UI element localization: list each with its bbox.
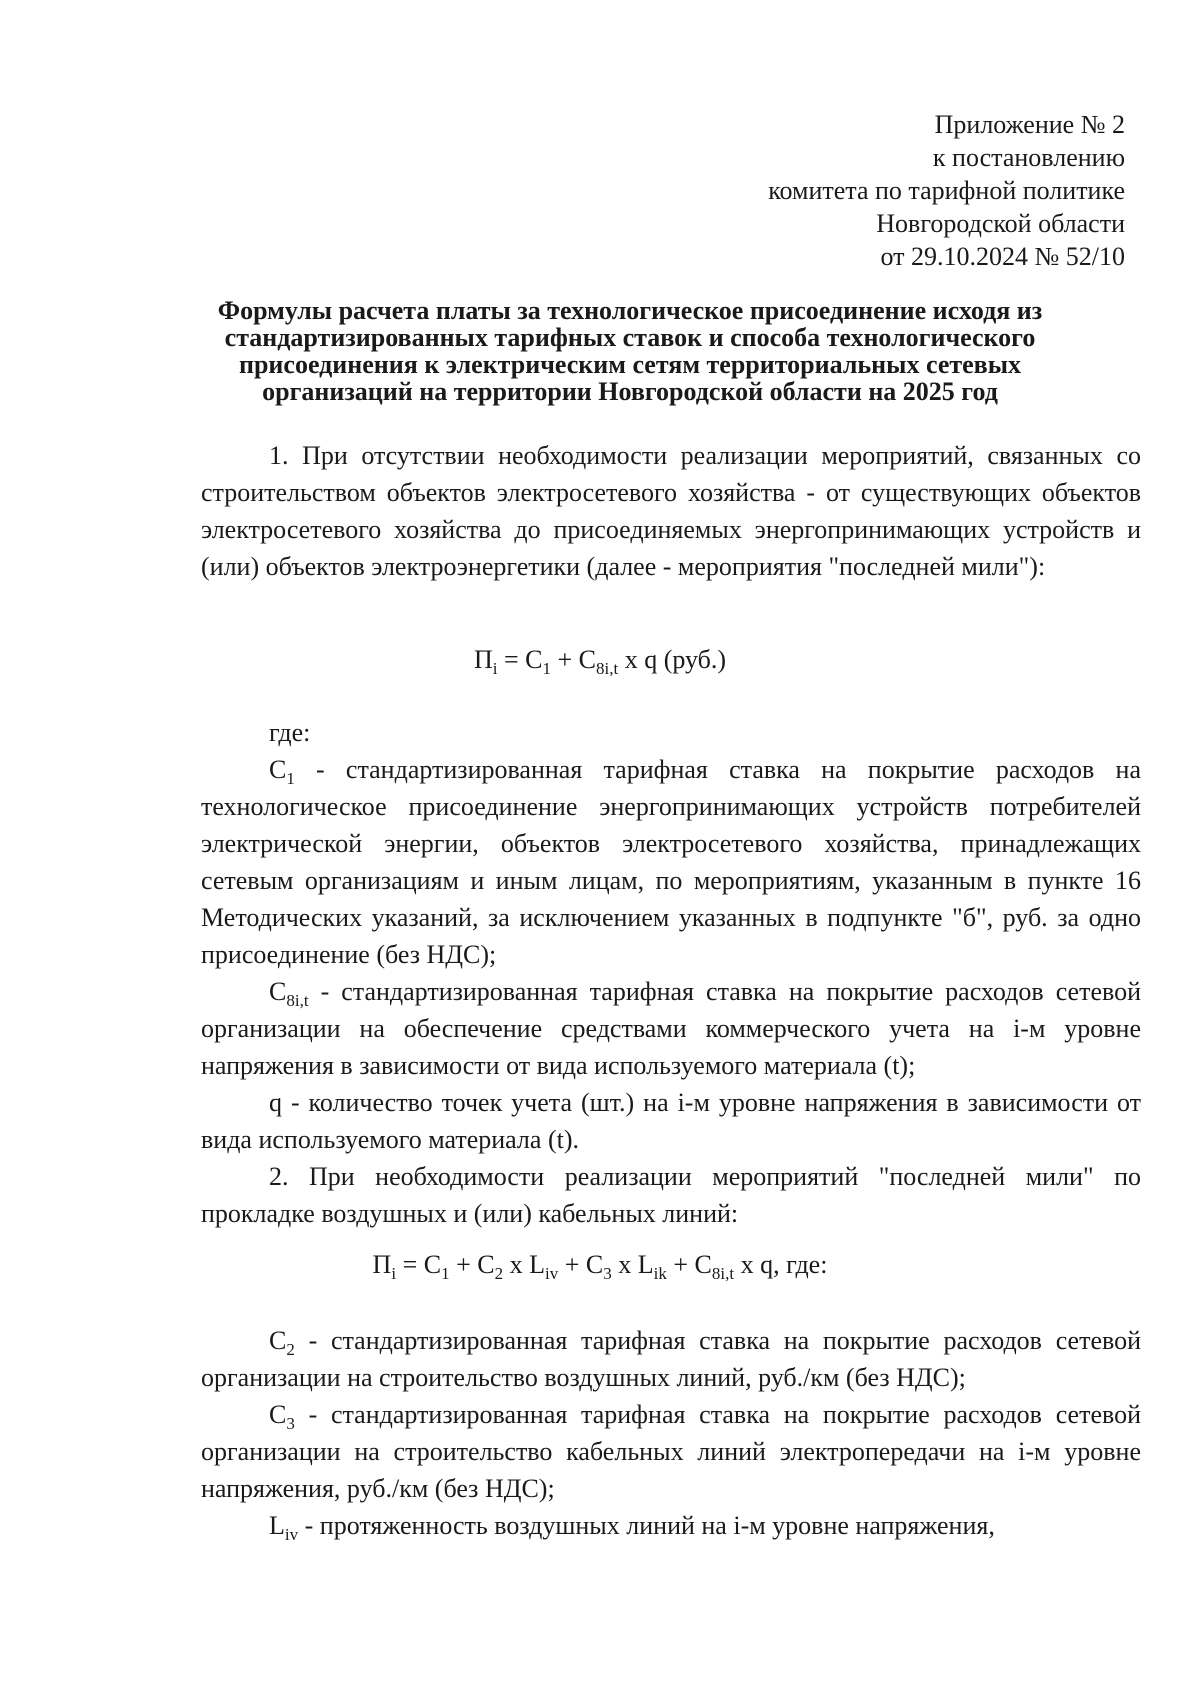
title-line: организаций на территории Новгородской области на 2025 год [262, 377, 998, 406]
section-1-paragraph: 1. При отсутствии необходимости реализации мероприятий, связанных со строительством объектов электросетевого хозяйства - от существующих объектов электросетевого хозяйства до присоединяемых энергопринимающих устройств и (или) объектов электроэнергетики (далее - мероприятия "последней мили"): [201, 441, 1141, 581]
section-2-paragraph: 2. При необходимости реализации мероприятий "последней мили" по прокладке воздушных и (или) кабельных линий: [201, 1162, 1141, 1228]
formula-2: $П_i = С_1 + С_2$ х $L_{iv} + С_3$ х $L_{ik} + С_{8i,t}$ х q, где: [372, 1250, 828, 1284]
definition-c2: $С_2$ - стандартизированная тарифная ставка на покрытие расходов сетевой организации на строительство воздушных линий, руб./км (без НДС); [201, 1326, 1141, 1392]
header-line: комитета по тарифной политике [768, 176, 1125, 205]
definition-c1: $С_1$ - стандартизированная тарифная ставка на покрытие расходов на технологическое присоединение энергопринимающих устройств потребителей электрической энергии, объектов электросетевого хозяйства, принадлежащих сетевым организациям и иным лицам, по мероприятиям, указанным в пункте 16 Методических указаний, за исключением указанных в подпункте "б", руб. за одно присоединение (без НДС); [201, 755, 1141, 969]
definitions-2 [201, 1322, 1141, 1544]
header-line: к постановлению [932, 143, 1125, 172]
definition-c3: $С_3$ - стандартизированная тарифная ставка на покрытие расходов сетевой организации на строительство кабельных линий электропередачи на i-м уровне напряжения, руб./км (без НДС); [201, 1400, 1141, 1503]
title-line: стандартизированных тарифных ставок и способа технологического [224, 323, 1036, 352]
document-title [180, 297, 1080, 405]
where-label: где: [269, 718, 311, 747]
header-line: от 29.10.2024 № 52/10 [880, 242, 1125, 271]
appendix-header [768, 108, 1125, 273]
definition-liv: $L_{iv}$ - протяженность воздушных линий на i-м уровне напряжения, [269, 1511, 995, 1545]
section-1 [201, 437, 1141, 585]
definitions-1 [201, 714, 1141, 1232]
title-line: присоединения к электрическим сетям территориальных сетевых [238, 350, 1022, 379]
header-line: Приложение № 2 [934, 110, 1125, 139]
formula-1: $П_i = С_1 + С_{8i,t}$ х q (руб.) [473, 645, 727, 679]
title-line: Формулы расчета платы за технологическое присоединение исходя из [217, 296, 1043, 325]
definition-c8: $С_{8i,t}$ - стандартизированная тарифная ставка на покрытие расходов сетевой организации на обеспечение средствами коммерческого учета на i-м уровне напряжения в зависимости от вида используемого материала (t); [201, 977, 1141, 1080]
header-line: Новгородской области [876, 209, 1125, 238]
definition-q: q - количество точек учета (шт.) на i-м уровне напряжения в зависимости от вида используемого материала (t). [201, 1088, 1141, 1154]
